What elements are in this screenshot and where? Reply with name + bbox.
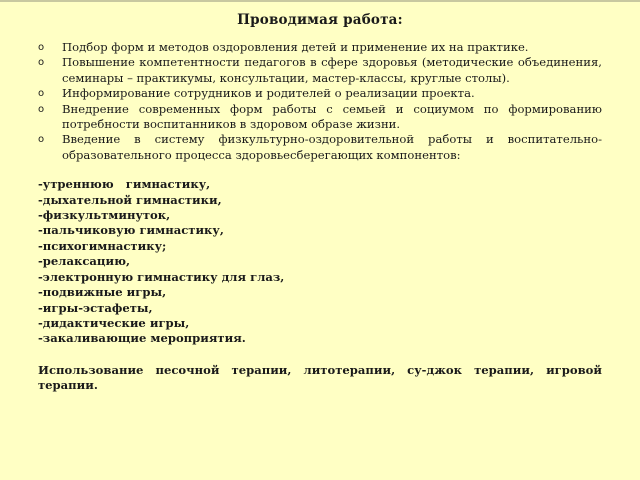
component-item: -дыхательной гимнастики,: [38, 192, 222, 207]
component-item: -игры-эстафеты,: [38, 300, 153, 315]
list-item: [38, 132, 602, 163]
component-item: -подвижные игры,: [38, 285, 167, 300]
components-list: [38, 177, 602, 346]
list-item-text: Информирование сотрудников и родителей о реализации проекта.: [62, 86, 475, 101]
circle-bullet-icon: o: [38, 42, 45, 53]
list-item-text: Подбор форм и методов оздоровления детей и применение их на практике.: [62, 40, 529, 54]
component-item: -дидактические игры,: [38, 315, 190, 330]
circle-bullet-icon: o: [38, 103, 45, 115]
list-item: [38, 55, 602, 86]
list-item-text: Введение в систему физкультурно-оздоровительной работы и воспитательно-образовательного процесса здоровьесберегающих компонентов:: [62, 132, 602, 162]
closing-paragraph: Использование песочной терапии, литотерапии, су-джок терапии, игровой терапии.: [38, 362, 602, 393]
component-item: -закаливающие мероприятия.: [38, 331, 246, 346]
page-title: Проводимая работа:: [237, 12, 403, 28]
list-item: [38, 40, 602, 55]
list-item: [38, 102, 602, 133]
component-item: -физкультминуток,: [38, 208, 171, 223]
list-item: [38, 86, 602, 101]
circle-bullet-icon: o: [38, 57, 45, 69]
circle-bullet-icon: o: [38, 134, 45, 146]
component-item: -релаксацию,: [38, 254, 131, 269]
component-item: -электронную гимнастику для глаз,: [38, 269, 285, 284]
circle-bullet-icon: o: [38, 88, 45, 100]
bullet-list: [38, 40, 602, 163]
component-item: -утреннюю гимнастику,: [38, 177, 211, 192]
list-item-text: Повышение компетентности педагогов в сфере здоровья (методические объединения, семинары – практикумы, консультации, мастер-классы, круглые столы).: [62, 55, 602, 85]
component-item: -пальчиковую гимнастику,: [38, 223, 224, 238]
list-item-text: Внедрение современных форм работы с семьей и социумом по формированию потребности воспитанников в здоровом образе жизни.: [62, 101, 602, 132]
component-item: -психогимнастику;: [38, 238, 167, 253]
